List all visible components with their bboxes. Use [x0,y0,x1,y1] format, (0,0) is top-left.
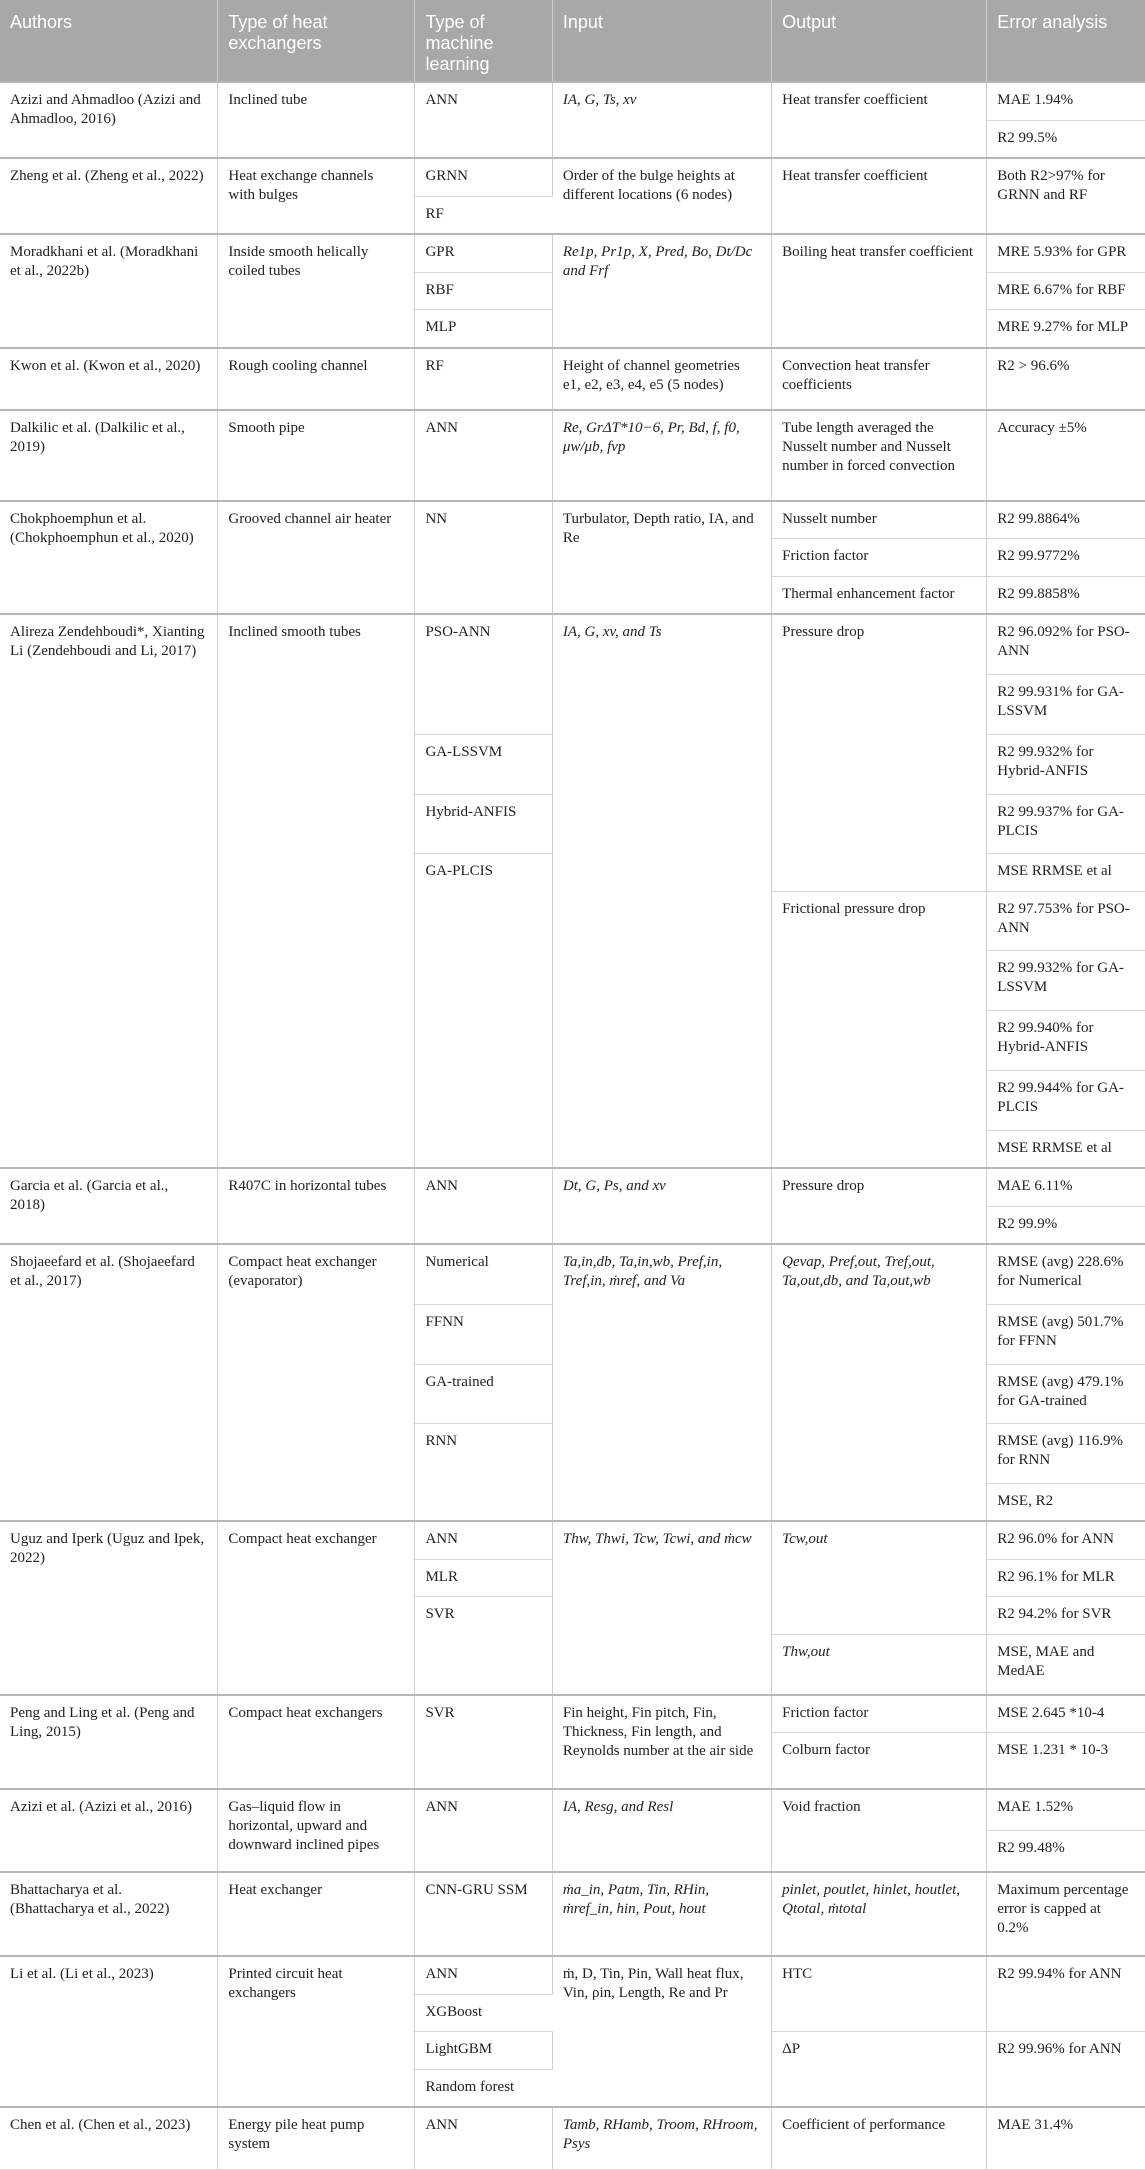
cell-output: Qevap, Pref,out, Tref,out, Ta,out,db, and Ta,out,wb [772,1244,987,1521]
table-row [0,501,1145,539]
cell-output: Heat transfer coefficient [772,158,987,234]
cell-error: RMSE (avg) 116.9% for RNN [987,1424,1145,1484]
cell-ml: Random forest [415,2069,552,2107]
cell-ml: MLR [415,1559,552,1596]
table-row [0,2107,1145,2169]
cell-ml: RBF [415,272,552,309]
cell-ml: Numerical [415,1244,552,1304]
cell-output: Heat transfer coefficient [772,82,987,158]
cell-error: R2 99.937% for GA-PLCIS [987,794,1145,854]
cell-error: R2 99.48% [987,1830,1145,1872]
table-row [0,348,1145,410]
cell-input: Ta,in,db, Ta,in,wb, Pref,in, Tref,in, ṁref, and Va [552,1244,771,1521]
cell-output: Pressure drop [772,614,987,891]
cell-hx: Compact heat exchanger (evaporator) [218,1244,415,1521]
cell-hx: Compact heat exchanger [218,1521,415,1694]
cell-output: Thw,out [772,1634,987,1694]
cell-error: MSE RRMSE et al [987,854,1145,891]
table-row [0,234,1145,272]
cell-error: Accuracy ±5% [987,410,1145,501]
cell-error: R2 99.94% for ANN [987,1956,1145,2031]
cell-input: Fin height, Fin pitch, Fin, Thickness, Fin length, and Reynolds number at the air side [552,1695,771,1789]
cell-error: MAE 6.11% [987,1168,1145,1206]
cell-authors: Azizi et al. (Azizi et al., 2016) [0,1789,218,1872]
cell-input: IA, Resg, and Resl [552,1789,771,1872]
cell-error: R2 99.96% for ANN [987,2032,1145,2107]
cell-error: MAE 1.94% [987,82,1145,120]
cell-error: R2 99.5% [987,120,1145,158]
table-row [0,1521,1145,1559]
cell-hx: Inside smooth helically coiled tubes [218,234,415,348]
cell-input: Re, GrΔT*10−6, Pr, Bd, f, f0, μw/μb, fvp [552,410,771,501]
cell-ml: XGBoost [415,1994,552,2031]
cell-output: ΔP [772,2032,987,2107]
header-authors: Authors [0,0,218,82]
cell-input: Re1p, Pr1p, X, Pred, Bo, Dt/Dc and Frf [552,234,771,348]
cell-ml: RNN [415,1424,552,1522]
cell-error: R2 96.0% for ANN [987,1521,1145,1559]
cell-hx: Smooth pipe [218,410,415,501]
cell-error: R2 99.932% for GA-LSSVM [987,951,1145,1011]
cell-authors: Zheng et al. (Zheng et al., 2022) [0,158,218,234]
cell-error: R2 96.1% for MLR [987,1559,1145,1596]
cell-ml: ANN [415,2107,552,2169]
cell-authors: Dalkilic et al. (Dalkilic et al., 2019) [0,410,218,501]
table-row [0,1244,1145,1304]
cell-error: Maximum percentage error is capped at 0.2% [987,1872,1145,1956]
cell-output: Friction factor [772,1695,987,1733]
table-row [0,158,1145,196]
cell-ml: FFNN [415,1304,552,1364]
cell-ml: ANN [415,1168,552,1244]
cell-error: MAE 31.4% [987,2107,1145,2169]
cell-authors: Li et al. (Li et al., 2023) [0,1956,218,2107]
cell-ml: CNN-GRU SSM [415,1872,552,1956]
table-row [0,614,1145,674]
cell-hx: Heat exchange channels with bulges [218,158,415,234]
cell-error: Both R2>97% for GRNN and RF [987,158,1145,234]
cell-error: R2 99.9772% [987,539,1145,576]
cell-output: pinlet, poutlet, hinlet, houtlet, Qtotal, ṁtotal [772,1872,987,1956]
cell-authors: Chen et al. (Chen et al., 2023) [0,2107,218,2169]
cell-authors: Peng and Ling et al. (Peng and Ling, 2015) [0,1695,218,1789]
cell-error: R2 94.2% for SVR [987,1597,1145,1634]
cell-input: Turbulator, Depth ratio, IA, and Re [552,501,771,615]
cell-ml: RF [415,348,552,410]
cell-ml: GA-PLCIS [415,854,552,1168]
cell-output: Thermal enhancement factor [772,576,987,614]
cell-input: Height of channel geometries e1, e2, e3, e4, e5 (5 nodes) [552,348,771,410]
cell-ml: GPR [415,234,552,272]
table-row [0,1168,1145,1206]
cell-hx: Gas–liquid flow in horizontal, upward and downward inclined pipes [218,1789,415,1872]
cell-error: R2 96.092% for PSO-ANN [987,614,1145,674]
cell-ml: SVR [415,1695,552,1789]
cell-hx: Inclined tube [218,82,415,158]
cell-output: Boiling heat transfer coefficient [772,234,987,348]
cell-output: Nusselt number [772,501,987,539]
cell-error: MAE 1.52% [987,1789,1145,1831]
cell-error: R2 97.753% for PSO-ANN [987,891,1145,951]
cell-hx: R407C in horizontal tubes [218,1168,415,1244]
cell-authors: Bhattacharya et al. (Bhattacharya et al., 2022) [0,1872,218,1956]
cell-hx: Grooved channel air heater [218,501,415,615]
header-error-analysis: Error analysis [987,0,1145,82]
cell-hx: Rough cooling channel [218,348,415,410]
cell-input: Tamb, RHamb, Troom, RHroom, Psys [552,2107,771,2169]
cell-ml: ANN [415,82,552,158]
table-row [0,1789,1145,1831]
cell-input: ṁ, D, Tin, Pin, Wall heat flux, Vin, ρin, Length, Re and Pr [552,1956,771,2107]
table-row [0,410,1145,501]
cell-output: Coefficient of performance [772,2107,987,2169]
header-heat-exchanger-type: Type of heat exchangers [218,0,415,82]
cell-ml: GRNN [415,158,552,196]
cell-error: R2 99.944% for GA-PLCIS [987,1070,1145,1130]
cell-error: R2 99.9% [987,1206,1145,1244]
cell-ml: RF [415,196,552,234]
cell-ml: GA-LSSVM [415,734,552,794]
header-output: Output [772,0,987,82]
cell-ml: LightGBM [415,2032,552,2069]
cell-error: R2 > 96.6% [987,348,1145,410]
cell-error: MSE, MAE and MedAE [987,1634,1145,1694]
cell-ml: ANN [415,1956,552,1994]
cell-output: Tube length averaged the Nusselt number and Nusselt number in forced convection [772,410,987,501]
cell-authors: Uguz and Iperk (Uguz and Ipek, 2022) [0,1521,218,1694]
cell-ml: Hybrid-ANFIS [415,794,552,854]
cell-error: R2 99.8864% [987,501,1145,539]
cell-error: MSE 1.231 * 10-3 [987,1733,1145,1789]
cell-output: Tcw,out [772,1521,987,1634]
table-row [0,1695,1145,1733]
cell-error: MRE 6.67% for RBF [987,272,1145,309]
cell-authors: Kwon et al. (Kwon et al., 2020) [0,348,218,410]
table-row [0,82,1145,120]
cell-hx: Inclined smooth tubes [218,614,415,1168]
cell-authors: Moradkhani et al. (Moradkhani et al., 2022b) [0,234,218,348]
cell-error: RMSE (avg) 228.6% for Numerical [987,1244,1145,1304]
cell-error: MRE 9.27% for MLP [987,310,1145,348]
cell-hx: Compact heat exchangers [218,1695,415,1789]
cell-hx: Heat exchanger [218,1872,415,1956]
cell-authors: Chokphoemphun et al. (Chokphoemphun et al., 2020) [0,501,218,615]
cell-output: Colburn factor [772,1733,987,1789]
cell-input: Dt, G, Ps, and xv [552,1168,771,1244]
cell-error: R2 99.931% for GA-LSSVM [987,675,1145,735]
cell-input: Thw, Thwi, Tcw, Tcwi, and ṁcw [552,1521,771,1694]
cell-error: MSE, R2 [987,1483,1145,1521]
cell-ml: NN [415,501,552,615]
cell-ml: ANN [415,1789,552,1872]
cell-authors: Garcia et al. (Garcia et al., 2018) [0,1168,218,1244]
cell-ml: ANN [415,410,552,501]
cell-output: Convection heat transfer coefficients [772,348,987,410]
cell-output: Friction factor [772,539,987,576]
header-row [0,0,1145,82]
cell-error: MSE 2.645 *10-4 [987,1695,1145,1733]
cell-input: Order of the bulge heights at different locations (6 nodes) [552,158,771,234]
cell-output: Pressure drop [772,1168,987,1244]
cell-ml: PSO-ANN [415,614,552,734]
cell-output: HTC [772,1956,987,2031]
table-row [0,1872,1145,1956]
cell-ml: ANN [415,1521,552,1559]
cell-error: R2 99.940% for Hybrid-ANFIS [987,1011,1145,1071]
cell-output: Frictional pressure drop [772,891,987,1168]
cell-error: RMSE (avg) 479.1% for GA-trained [987,1364,1145,1424]
cell-error: R2 99.8858% [987,576,1145,614]
table-row [0,1956,1145,1994]
cell-error: RMSE (avg) 501.7% for FFNN [987,1304,1145,1364]
cell-input: IA, G, xv, and Ts [552,614,771,1168]
cell-hx: Printed circuit heat exchangers [218,1956,415,2107]
cell-ml: MLP [415,310,552,348]
cell-authors: Shojaeefard et al. (Shojaeefard et al., 2017) [0,1244,218,1521]
cell-error: MSE RRMSE et al [987,1130,1145,1168]
cell-authors: Alireza Zendehboudi*, Xianting Li (Zendehboudi and Li, 2017) [0,614,218,1168]
cell-ml: SVR [415,1597,552,1695]
cell-hx: Energy pile heat pump system [218,2107,415,2169]
cell-input: IA, G, Ts, xv [552,82,771,158]
header-ml-type: Type of machine learning [415,0,552,82]
cell-input: ṁa_in, Patm, Tin, RHin, ṁref_in, hin, Pout, hout [552,1872,771,1956]
cell-error: MRE 5.93% for GPR [987,234,1145,272]
header-input: Input [552,0,771,82]
cell-ml: GA-trained [415,1364,552,1424]
cell-authors: Azizi and Ahmadloo (Azizi and Ahmadloo, 2016) [0,82,218,158]
cell-output: Void fraction [772,1789,987,1872]
cell-error: R2 99.932% for Hybrid-ANFIS [987,734,1145,794]
